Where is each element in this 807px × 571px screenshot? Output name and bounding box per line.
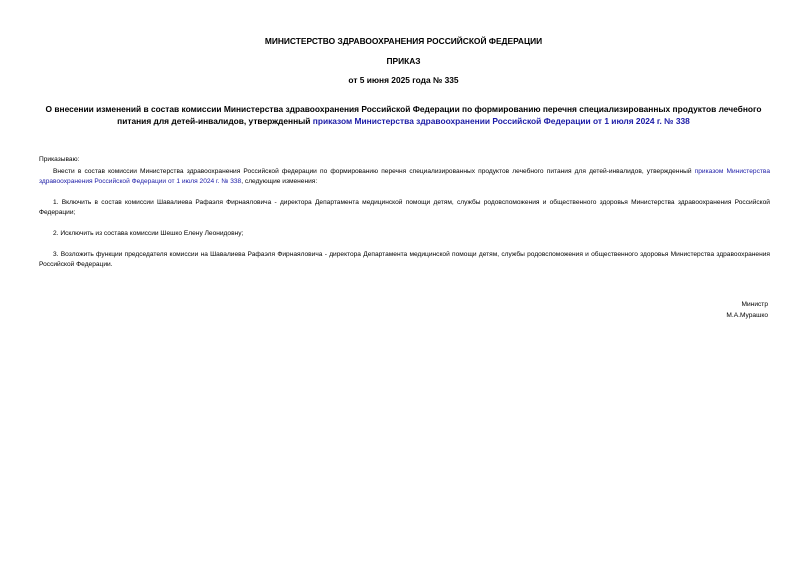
- signer-name: М.А.Мурашко: [726, 312, 768, 319]
- item-3-paragraph: 3. Возложить функции председателя комиссии на Шавалиева Рафаэля Фирнаяловича - директора Департамента медицинской помощи детям, службы родовспоможения и общественного здоровья Министерства здравоохранения Российской Федерации.: [39, 251, 770, 268]
- order-word: Приказываю:: [39, 156, 80, 163]
- document-date-number: от 5 июня 2025 года № 335: [348, 75, 459, 85]
- intro-tail: , следующие изменения:: [241, 178, 318, 185]
- item-2-paragraph: 2. Исключить из состава комиссии Шешко Елену Леонидовну;: [53, 230, 244, 237]
- ministry-heading: МИНИСТЕРСТВО ЗДРАВООХРАНЕНИЯ РОССИЙСКОЙ ФЕДЕРАЦИИ: [264, 36, 543, 46]
- document-title-text: О внесении изменений в состав комиссии Министерства здравоохранения Российской Федерации по формированию перечня специализированных продуктов лечебного питания для детей-инвалидов, утвержденный: [45, 104, 762, 126]
- document-title-link[interactable]: приказом Министерства здравоохранении Российской Федерации от 1 июля 2024 г. № 338: [312, 116, 690, 126]
- document-type: ПРИКАЗ: [386, 56, 421, 66]
- intro-paragraph: [39, 167, 770, 187]
- intro-link[interactable]: приказом Министерства здравоохранения Российской Федерации от 1 июля 2024 г. № 338: [39, 168, 771, 185]
- intro-text: Внести в состав комиссии Министерства здравоохранения Российской федерации по формированию перечня специализированных продуктов лечебного питания для детей-инвалидов, утвержденный: [53, 168, 695, 175]
- item-1-paragraph: 1. Включить в состав комиссии Шавалиева Рафаэля Фирнаяловича - директора Департамента медицинской помощи детям, службы родовспоможения и общественного здоровья Министерства здравоохранения Российской Федерации;: [39, 199, 770, 216]
- document-title: [30, 103, 777, 127]
- signer-title: Министр: [741, 301, 768, 308]
